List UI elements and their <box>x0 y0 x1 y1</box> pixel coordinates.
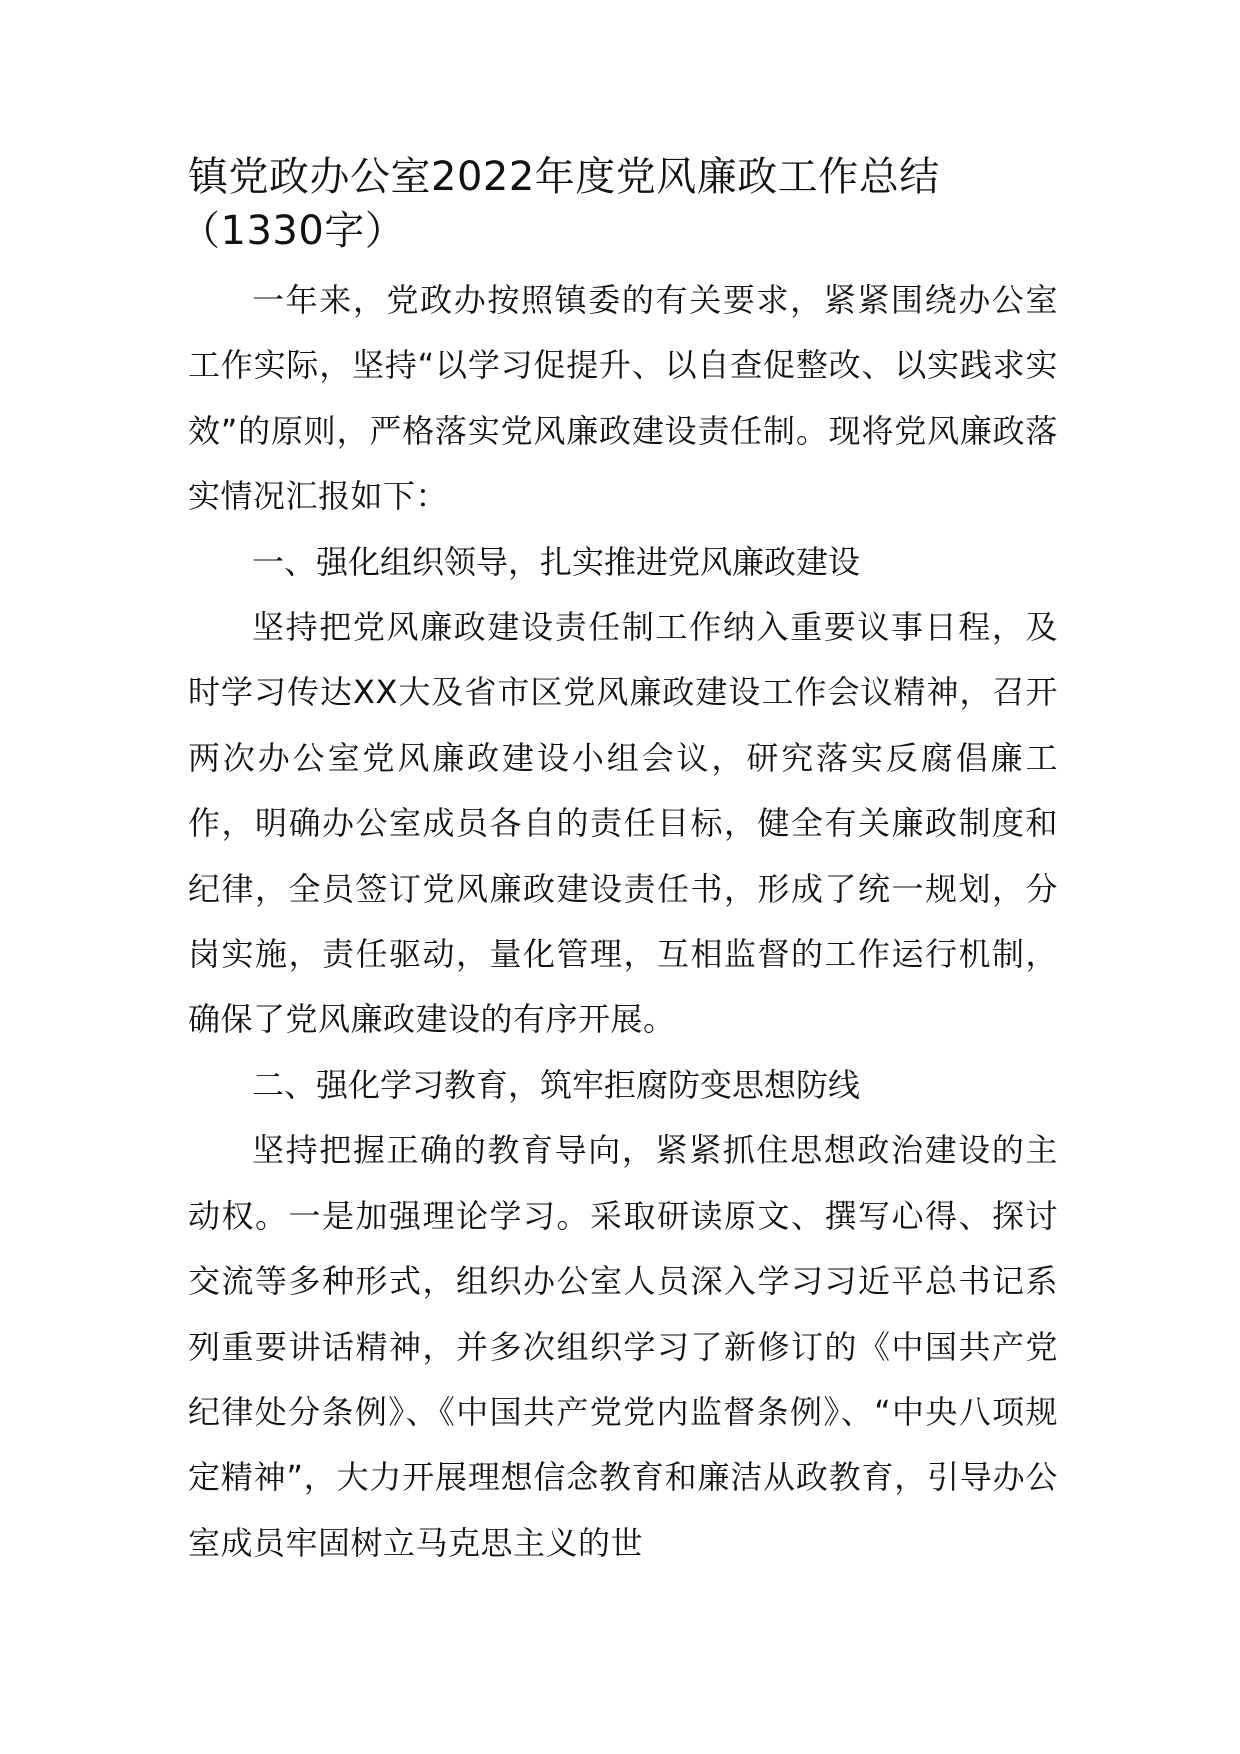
title-word-count: （1330字） <box>180 208 406 254</box>
section-2-heading: 二、强化学习教育，筑牢拒腐防变思想防线 <box>252 1065 861 1104</box>
intro-paragraph: 一年来，党政办按照镇委的有关要求，紧紧围绕办公室工作实际，坚持“以学习促提升、以自查促整改、以实践求实效”的原则，严格落实党风廉政建设责任制。现将党风廉政落实情况汇报如下： <box>188 281 1058 516</box>
section-2-paragraph: 坚持把握正确的教育导向，紧紧抓住思想政治建设的主动权。一是加强理论学习。采取研读原文、撰写心得、探讨交流等多种形式，组织办公室人员深入学习习近平总书记系列重要讲话精神，并多次组织学习了新修订的《中国共产党纪律处分条例》、《中国共产党党内监督条例》、“中央八项规定精神”，大力开展理想信念教育和廉洁从政教育，引导办公室成员牢固树立马克思主义的世 <box>188 1131 1058 1562</box>
document-title <box>180 150 1058 258</box>
title-main: 镇党政办公室2022年度党风廉政工作总结 <box>188 154 940 200</box>
section-1-paragraph: 坚持把党风廉政建设责任制工作纳入重要议事日程，及时学习传达XX大及省市区党风廉政建设工作会议精神，召开两次办公室党风廉政建设小组会议，研究落实反腐倡廉工作，明确办公室成员各自的责任目标，健全有关廉政制度和纪律，全员签订党风廉政建设责任书，形成了统一规划，分岗实施，责任驱动，量化管理，互相监督的工作运行机制，确保了党风廉政建设的有序开展。 <box>188 608 1058 1039</box>
document-page <box>180 150 1058 1576</box>
section-1-heading: 一、强化组织领导，扎实推进党风廉政建设 <box>252 542 861 581</box>
